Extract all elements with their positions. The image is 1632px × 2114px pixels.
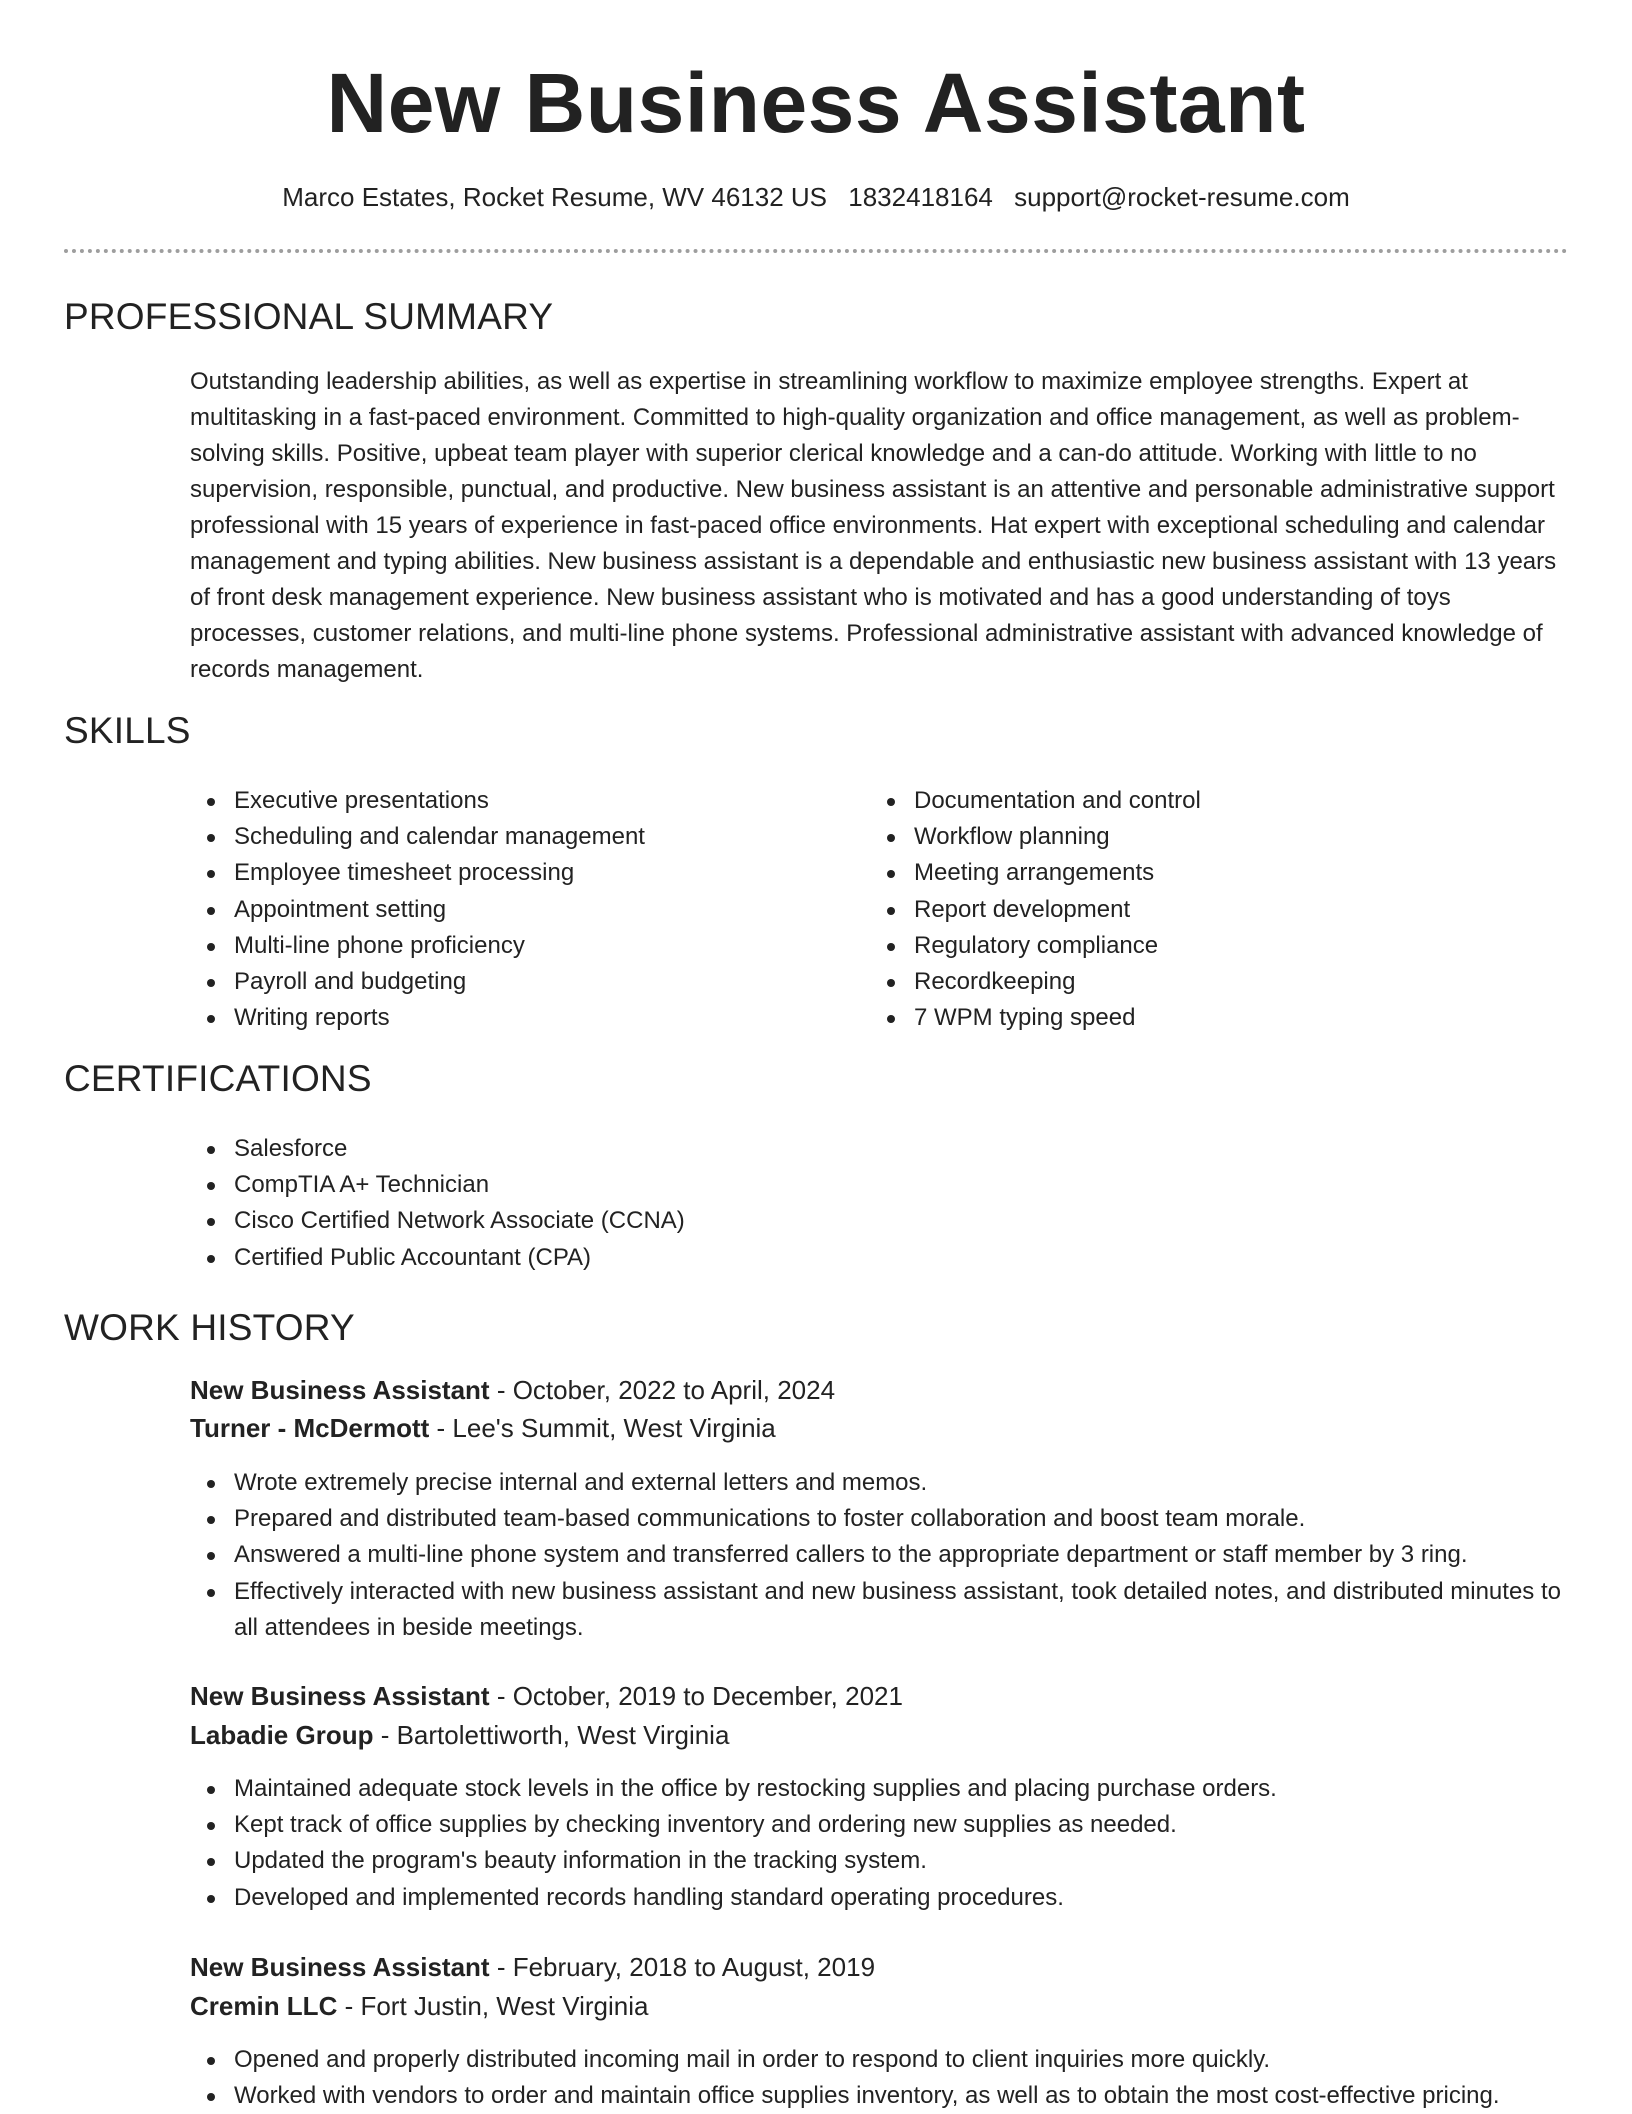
list-item: Opened and properly distributed incoming mail in order to respond to client inquiries more quickly. bbox=[190, 2042, 1570, 2078]
list-item: Maintained adequate stock levels in the office by restocking supplies and placing purchase orders. bbox=[190, 1771, 1570, 1807]
job-title: New Business Assistant bbox=[190, 1681, 490, 1711]
list-item: Answered a multi-line phone system and transferred callers to the appropriate department or staff member by 3 ring. bbox=[190, 1537, 1570, 1573]
list-item: Prepared and distributed team-based communications to foster collaboration and boost team morale. bbox=[190, 1501, 1570, 1537]
list-item: Salesforce bbox=[190, 1131, 1090, 1167]
job-bullets bbox=[190, 2042, 1570, 2114]
job-title: New Business Assistant bbox=[190, 1375, 490, 1405]
job-dates: - February, 2018 to August, 2019 bbox=[489, 1952, 876, 1982]
list-item: Updated the program's beauty information in the tracking system. bbox=[190, 1843, 1570, 1879]
job-bullets bbox=[190, 1465, 1570, 1646]
list-item: Documentation and control bbox=[870, 783, 1510, 819]
job-dates: - October, 2022 to April, 2024 bbox=[489, 1375, 836, 1405]
list-item: Regulatory compliance bbox=[870, 928, 1510, 964]
job-location: - Bartolettiworth, West Virginia bbox=[373, 1720, 730, 1750]
job-company: Cremin LLC bbox=[190, 1991, 338, 2021]
list-item: Recordkeeping bbox=[870, 964, 1510, 1000]
contact-phone: 1832418164 bbox=[848, 182, 993, 212]
contact-address: Marco Estates, Rocket Resume, WV 46132 US bbox=[282, 182, 828, 212]
list-item: Wrote extremely precise internal and external letters and memos. bbox=[190, 1465, 1570, 1501]
job-dates: - October, 2019 to December, 2021 bbox=[489, 1681, 903, 1711]
job-company-line bbox=[190, 1716, 729, 1754]
list-item: Appointment setting bbox=[190, 892, 830, 928]
list-item: Cisco Certified Network Associate (CCNA) bbox=[190, 1203, 1090, 1239]
list-item: Scheduling and calendar management bbox=[190, 819, 830, 855]
section-title-work-history: WORK HISTORY bbox=[64, 1307, 355, 1348]
section-title-certifications: CERTIFICATIONS bbox=[64, 1058, 372, 1099]
contact-line bbox=[64, 180, 1568, 214]
list-item: Certified Public Accountant (CPA) bbox=[190, 1240, 1090, 1276]
list-item: Developed and implemented records handling standard operating procedures. bbox=[190, 1880, 1570, 1916]
list-item: Writing reports bbox=[190, 1000, 830, 1036]
list-item: Employee timesheet processing bbox=[190, 855, 830, 891]
certifications-list bbox=[190, 1131, 1090, 1276]
list-item: Report development bbox=[870, 892, 1510, 928]
list-item: Executive presentations bbox=[190, 783, 830, 819]
job-bullets bbox=[190, 1771, 1570, 1916]
job-title-line bbox=[190, 1948, 875, 1986]
header-divider bbox=[64, 249, 1568, 253]
list-item: Worked with vendors to order and maintain office supplies inventory, as well as to obtain the most cost-effective pricing. bbox=[190, 2078, 1570, 2114]
job-title-line bbox=[190, 1371, 835, 1409]
list-item: CompTIA A+ Technician bbox=[190, 1167, 1090, 1203]
job-location: - Lee's Summit, West Virginia bbox=[429, 1413, 776, 1443]
job-title: New Business Assistant bbox=[190, 1952, 490, 1982]
list-item: Kept track of office supplies by checking inventory and ordering new supplies as needed. bbox=[190, 1807, 1570, 1843]
job-location: - Fort Justin, West Virginia bbox=[337, 1991, 649, 2021]
contact-email: support@rocket-resume.com bbox=[1014, 182, 1350, 212]
job-title-line bbox=[190, 1677, 903, 1715]
job-company: Labadie Group bbox=[190, 1720, 374, 1750]
list-item: Multi-line phone proficiency bbox=[190, 928, 830, 964]
section-title-summary: PROFESSIONAL SUMMARY bbox=[64, 296, 554, 337]
list-item: Meeting arrangements bbox=[870, 855, 1510, 891]
skills-list-right bbox=[870, 783, 1510, 1036]
list-item: Workflow planning bbox=[870, 819, 1510, 855]
list-item: 7 WPM typing speed bbox=[870, 1000, 1510, 1036]
summary-text: Outstanding leadership abilities, as well as expertise in streamlining workflow to maximize employee strengths. Expert at multitasking in a fast-paced environment. Committed to high-quality organization and office management, as well as problem-solving skills. Positive, upbeat team player with superior clerical knowledge and a can-do attitude. Working with little to no supervision, responsible, punctual, and productive. New business assistant is an attentive and personable administrative support professional with 15 years of experience in fast-paced office environments. Hat expert with exceptional scheduling and calendar management and typing abilities. New business assistant is a dependable and enthusiastic new business assistant with 13 years of front desk management experience. New business assistant who is motivated and has a good understanding of toys processes, customer relations, and multi-line phone systems. Professional administrative assistant with advanced knowledge of records management. bbox=[190, 368, 1557, 683]
job-company-line bbox=[190, 1987, 648, 2025]
list-item: Effectively interacted with new business assistant and new business assistant, took detailed notes, and distributed minutes to all attendees in beside meetings. bbox=[190, 1574, 1570, 1646]
resume-name: New Business Assistant bbox=[326, 56, 1306, 150]
job-company: Turner - McDermott bbox=[190, 1413, 430, 1443]
skills-list-left bbox=[190, 783, 830, 1036]
resume-page bbox=[64, 0, 1568, 2110]
job-company-line bbox=[190, 1409, 776, 1447]
section-title-skills: SKILLS bbox=[64, 710, 191, 751]
list-item: Payroll and budgeting bbox=[190, 964, 830, 1000]
